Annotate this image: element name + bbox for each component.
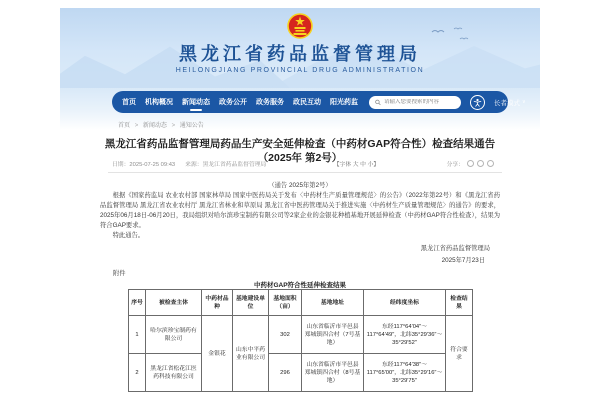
accessibility-icon[interactable] [470, 95, 485, 110]
col-seq: 序号 [129, 290, 146, 316]
main-nav [112, 91, 526, 113]
nav-item-interaction[interactable]: 政民互动 [293, 99, 321, 106]
doc-number: （通告 2025年第2号） [268, 182, 332, 189]
cell-area: 302 [269, 316, 302, 354]
cell-result: 符合要求 [446, 316, 473, 392]
result-table [128, 289, 473, 392]
table-header-row [129, 290, 473, 316]
table-row [129, 354, 473, 392]
breadcrumb [118, 120, 204, 129]
breadcrumb-separator: > [171, 123, 176, 129]
table-title: 中药材GAP符合性延伸检查结果 [253, 282, 347, 289]
attachment-label: 附件 [113, 270, 126, 277]
cell-address: 山东省临沂市平邑县郑城镇四合村（8号基地） [302, 354, 364, 392]
signature-date: 2025年7月23日 [441, 257, 485, 264]
font-size-control[interactable]: 【字体 大 中 小】 [333, 162, 380, 168]
nav-item-news[interactable]: 新闻动态 [182, 99, 210, 106]
article-source: 来源：黑龙江省药品监督管理局 [185, 162, 267, 168]
share-icon[interactable] [467, 160, 474, 167]
breadcrumb-home[interactable]: 首页 [118, 123, 131, 129]
elder-mode-toggle[interactable]: 长者模式 ∨ [494, 99, 526, 107]
breadcrumb-notice[interactable]: 通知公告 [179, 123, 204, 129]
chevron-down-icon: ∨ [522, 99, 526, 105]
col-coords: 经纬度坐标 [364, 290, 446, 316]
article-paragraph: 根据《国家药监局 农业农村部 国家林草局 国家中医药局关于发布〈中药材生产质量管理规范〉的公告》（2022年第22号）和《黑龙江省药品监督管理局 黑龙江省农业农村厅 黑龙江省林业和草原局 黑龙江省中医药管理局关于推进实施〈中药材生产质量管理规范〉的通告》的要求，2025年06月18日-06月20日，我局组织对哈尔滨珍宝制药有限公司等2家企业的金银花种植基地开展延伸检查（中药材GAP符合性检查），结果为符合GAP要求。 [100, 192, 500, 229]
breadcrumb-news[interactable]: 新闻动态 [142, 123, 167, 129]
national-emblem-icon [287, 12, 313, 42]
cell-area: 296 [269, 354, 302, 392]
search-input[interactable] [384, 99, 455, 105]
col-subject: 被检查主体 [146, 290, 202, 316]
col-address: 基地地址 [302, 290, 364, 316]
cell-variety: 金银花 [202, 316, 233, 392]
search-box[interactable] [369, 96, 461, 109]
cell-subject: 黑龙江省松花江医药科技有限公司 [146, 354, 202, 392]
site-title-en: HEILONGJIANG PROVINCIAL DRUG ADMINISTRATION [175, 67, 425, 74]
nav-item-overview[interactable]: 机构概况 [145, 99, 173, 106]
share-control [447, 159, 494, 168]
nav-item-home[interactable]: 首页 [122, 99, 136, 106]
site-title: 黑龙江省药品监督管理局 [179, 44, 421, 64]
search-icon [375, 99, 381, 106]
article-meta [112, 159, 494, 168]
site-header [60, 8, 540, 88]
divider [108, 172, 502, 173]
article-date: 日期：2025-07-25 09:43 [112, 162, 176, 168]
article-closing: 特此通告。 [112, 232, 145, 239]
share-label: 分享： [446, 162, 464, 168]
breadcrumb-separator: > [134, 123, 139, 129]
nav-item-gov-service[interactable]: 政务服务 [256, 99, 284, 106]
cell-seq: 2 [129, 354, 146, 392]
table-row [129, 316, 473, 354]
nav-item-gov-open[interactable]: 政务公开 [219, 99, 247, 106]
col-variety: 中药材品种 [202, 290, 233, 316]
col-area: 基地面积（亩） [269, 290, 302, 316]
col-result: 检查结果 [446, 290, 473, 316]
share-icon[interactable] [477, 160, 484, 167]
cell-builder: 山东中平药业有限公司 [233, 316, 269, 392]
signature-agency: 黑龙江省药品监督管理局 [420, 245, 490, 252]
site-container [60, 0, 540, 400]
cell-coords: 东经117°64′04″～117°64′49″，北纬35°29′36″～35°29′52″ [364, 316, 446, 354]
page-title: 黑龙江省药品监督管理局药品生产安全延伸检查（中药材GAP符合性）检查结果通告（2025年 第2号） [104, 138, 496, 164]
share-icon[interactable] [487, 160, 494, 167]
cell-address: 山东省临沂市平邑县郑城镇四合村（7号基地） [302, 316, 364, 354]
cell-subject: 哈尔滨珍宝制药有限公司 [146, 316, 202, 354]
nav-item-sunshine[interactable]: 阳光药监 [330, 99, 358, 106]
cell-seq: 1 [129, 316, 146, 354]
col-builder: 基地建设单位 [233, 290, 269, 316]
cell-coords: 东经117°64′38″～117°65′00″，北纬35°29′16″～35°29′75″ [364, 354, 446, 392]
